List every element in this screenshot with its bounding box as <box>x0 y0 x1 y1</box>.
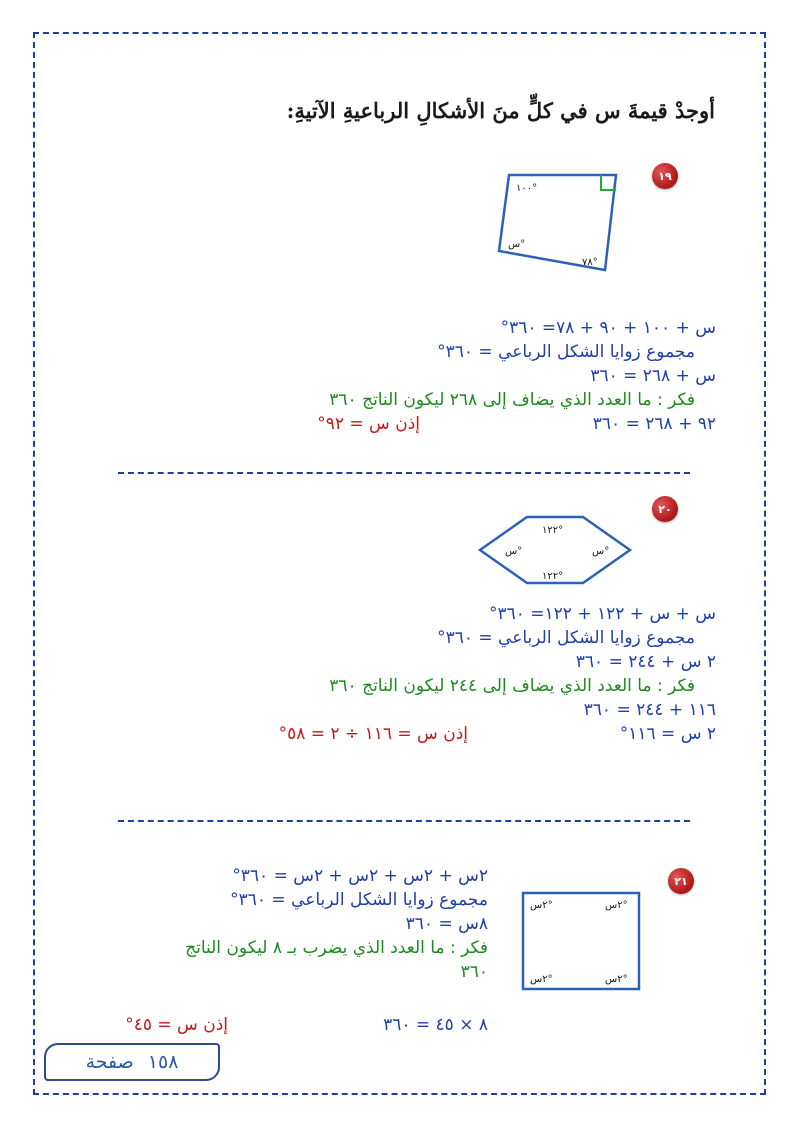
solution-line: فكر : ما العدد الذي يضرب بـ ٨ ليكون الناتج <box>185 938 488 958</box>
angle-label: ١٠٠° <box>516 183 538 194</box>
angle-label: ١٢٢° <box>542 571 564 582</box>
page-number-label <box>44 1043 220 1081</box>
page-word: صفحة <box>85 1051 134 1073</box>
angle-label: ٢س° <box>605 974 628 985</box>
result-line: إذن س = ٤٥° <box>125 1015 228 1035</box>
problem-number-badge: ٢١ <box>668 868 694 894</box>
solution-line: فكر : ما العدد الذي يضاف إلى ٢٦٨ ليكون الناتج ٣٦٠ <box>329 390 695 410</box>
solution-line: س + ١٠٠ + ٩٠ + ٧٨= ٣٦٠° <box>500 318 716 338</box>
rhombus-diagram <box>470 510 640 590</box>
result-line: إذن س = ٩٢° <box>317 414 420 434</box>
page-frame <box>33 32 766 1095</box>
angle-label: س° <box>508 239 526 250</box>
solution-line: ٢ س = ١١٦° <box>619 724 716 744</box>
result-line: إذن س = ١١٦ ÷ ٢ = ٥٨° <box>278 724 468 744</box>
solution-line: مجموع زوايا الشكل الرباعي = ٣٦٠° <box>230 890 488 910</box>
page-number: ١٥٨ <box>147 1051 179 1073</box>
solution-line: ٢ س + ٢٤٤ = ٣٦٠ <box>575 652 716 672</box>
solution-line: ٢س + ٢س + ٢س + ٢س = ٣٦٠° <box>232 866 488 886</box>
section-divider <box>118 472 690 474</box>
angle-label: ٢س° <box>530 974 553 985</box>
square-diagram <box>520 890 645 995</box>
angle-label: ٢س° <box>605 900 628 911</box>
problem-number-badge: ٢٠ <box>652 496 678 522</box>
solution-line: مجموع زوايا الشكل الرباعي = ٣٦٠° <box>437 628 695 648</box>
solution-line: مجموع زوايا الشكل الرباعي = ٣٦٠° <box>437 342 695 362</box>
solution-line: فكر : ما العدد الذي يضاف إلى ٢٤٤ ليكون الناتج ٣٦٠ <box>329 676 695 696</box>
solution-line: ٨ × ٤٥ = ٣٦٠ <box>383 1015 488 1035</box>
angle-label: ١٢٢° <box>542 525 564 536</box>
solution-line: ١١٦ + ٢٤٤ = ٣٦٠ <box>583 700 716 720</box>
question-title: أوجدْ قيمةَ س في كلٍّ منَ الأشكالِ الرباعيةِ الآتيةِ: <box>286 98 715 123</box>
angle-label: س° <box>592 546 610 557</box>
solution-line: س + س + ١٢٢ + ١٢٢= ٣٦٠° <box>488 604 716 624</box>
problem-number-badge: ١٩ <box>652 163 678 189</box>
solution-line: ٨س = ٣٦٠ <box>405 914 488 934</box>
quadrilateral-diagram-1 <box>490 165 630 275</box>
solution-line: س + ٢٦٨ = ٣٦٠ <box>590 366 716 386</box>
angle-label: ٧٨° <box>582 257 598 268</box>
solution-line: ٣٦٠ <box>460 962 488 982</box>
angle-label: س° <box>505 546 523 557</box>
angle-label: ٢س° <box>530 900 553 911</box>
section-divider <box>118 820 690 822</box>
solution-line: ٩٢ + ٢٦٨ = ٣٦٠ <box>592 414 716 434</box>
